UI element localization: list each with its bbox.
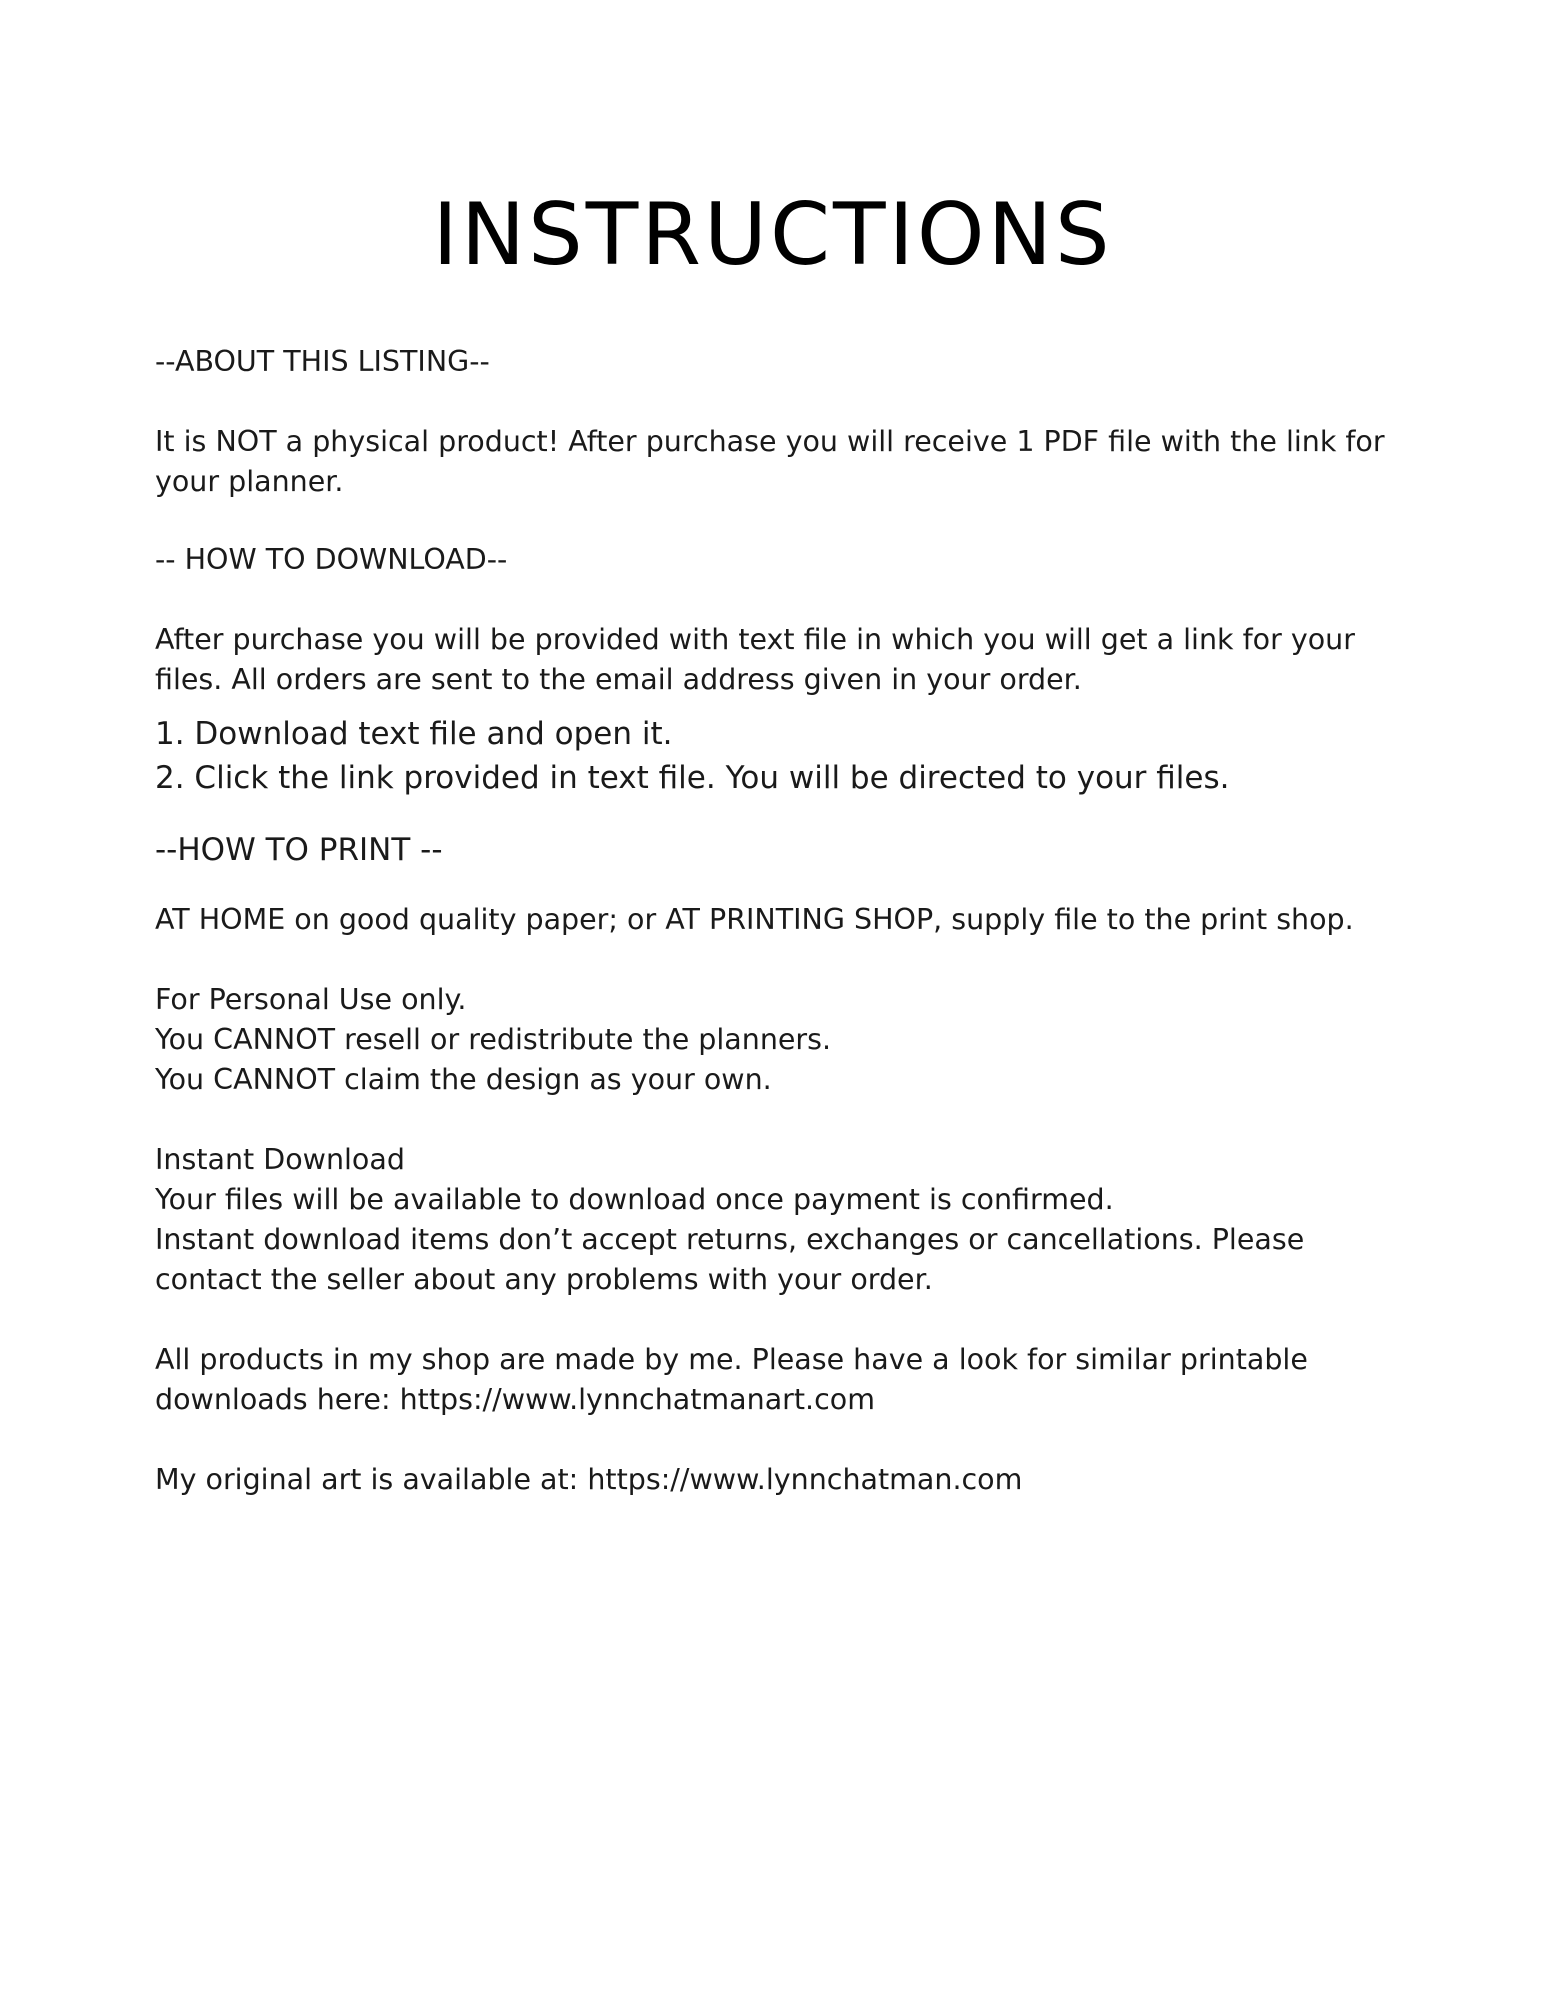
usage-line-3: You CANNOT claim the design as your own. — [155, 1063, 772, 1096]
download-heading: -- HOW TO DOWNLOAD-- — [155, 543, 508, 576]
art-section — [155, 1460, 1395, 1500]
print-text: AT HOME on good quality paper; or AT PRINTING SHOP, supply file to the print shop. — [155, 903, 1354, 936]
print-heading: --HOW TO PRINT -- — [155, 832, 443, 868]
download-steps — [155, 712, 1395, 800]
art-line: My original art is available at: https://www.lynnchatman.com — [155, 1463, 1023, 1496]
instructions-content — [155, 342, 1395, 1500]
about-heading: --ABOUT THIS LISTING-- — [155, 345, 490, 378]
print-section — [155, 828, 1395, 940]
about-line-1: It is NOT a physical product! After purchase you will receive 1 PDF file with the link for — [155, 425, 1385, 458]
usage-section — [155, 980, 1395, 1100]
shop-section — [155, 1340, 1395, 1420]
download-line-2: files. All orders are sent to the email address given in your order. — [155, 663, 1082, 696]
about-section — [155, 342, 1395, 502]
page-title: INSTRUCTIONS — [432, 185, 1113, 285]
download-line-1: After purchase you will be provided with text file in which you will get a link for your — [155, 623, 1355, 656]
download-section — [155, 540, 1395, 800]
download-step-2: 2. Click the link provided in text file. You will be directed to your files. — [155, 760, 1230, 796]
instant-line-2: Your files will be available to download once payment is confirmed. — [155, 1183, 1114, 1216]
instant-line-4: contact the seller about any problems with your order. — [155, 1263, 933, 1296]
usage-line-2: You CANNOT resell or redistribute the planners. — [155, 1023, 832, 1056]
usage-line-1: For Personal Use only. — [155, 983, 467, 1016]
instant-line-3: Instant download items don’t accept returns, exchanges or cancellations. Please — [155, 1223, 1305, 1256]
instant-line-1: Instant Download — [155, 1143, 405, 1176]
shop-line-2: downloads here: https://www.lynnchatmanart.com — [155, 1383, 875, 1416]
about-line-2: your planner. — [155, 465, 344, 498]
shop-line-1: All products in my shop are made by me. Please have a look for similar printable — [155, 1343, 1308, 1376]
instant-download-section — [155, 1140, 1395, 1300]
download-step-1: 1. Download text file and open it. — [155, 716, 673, 752]
